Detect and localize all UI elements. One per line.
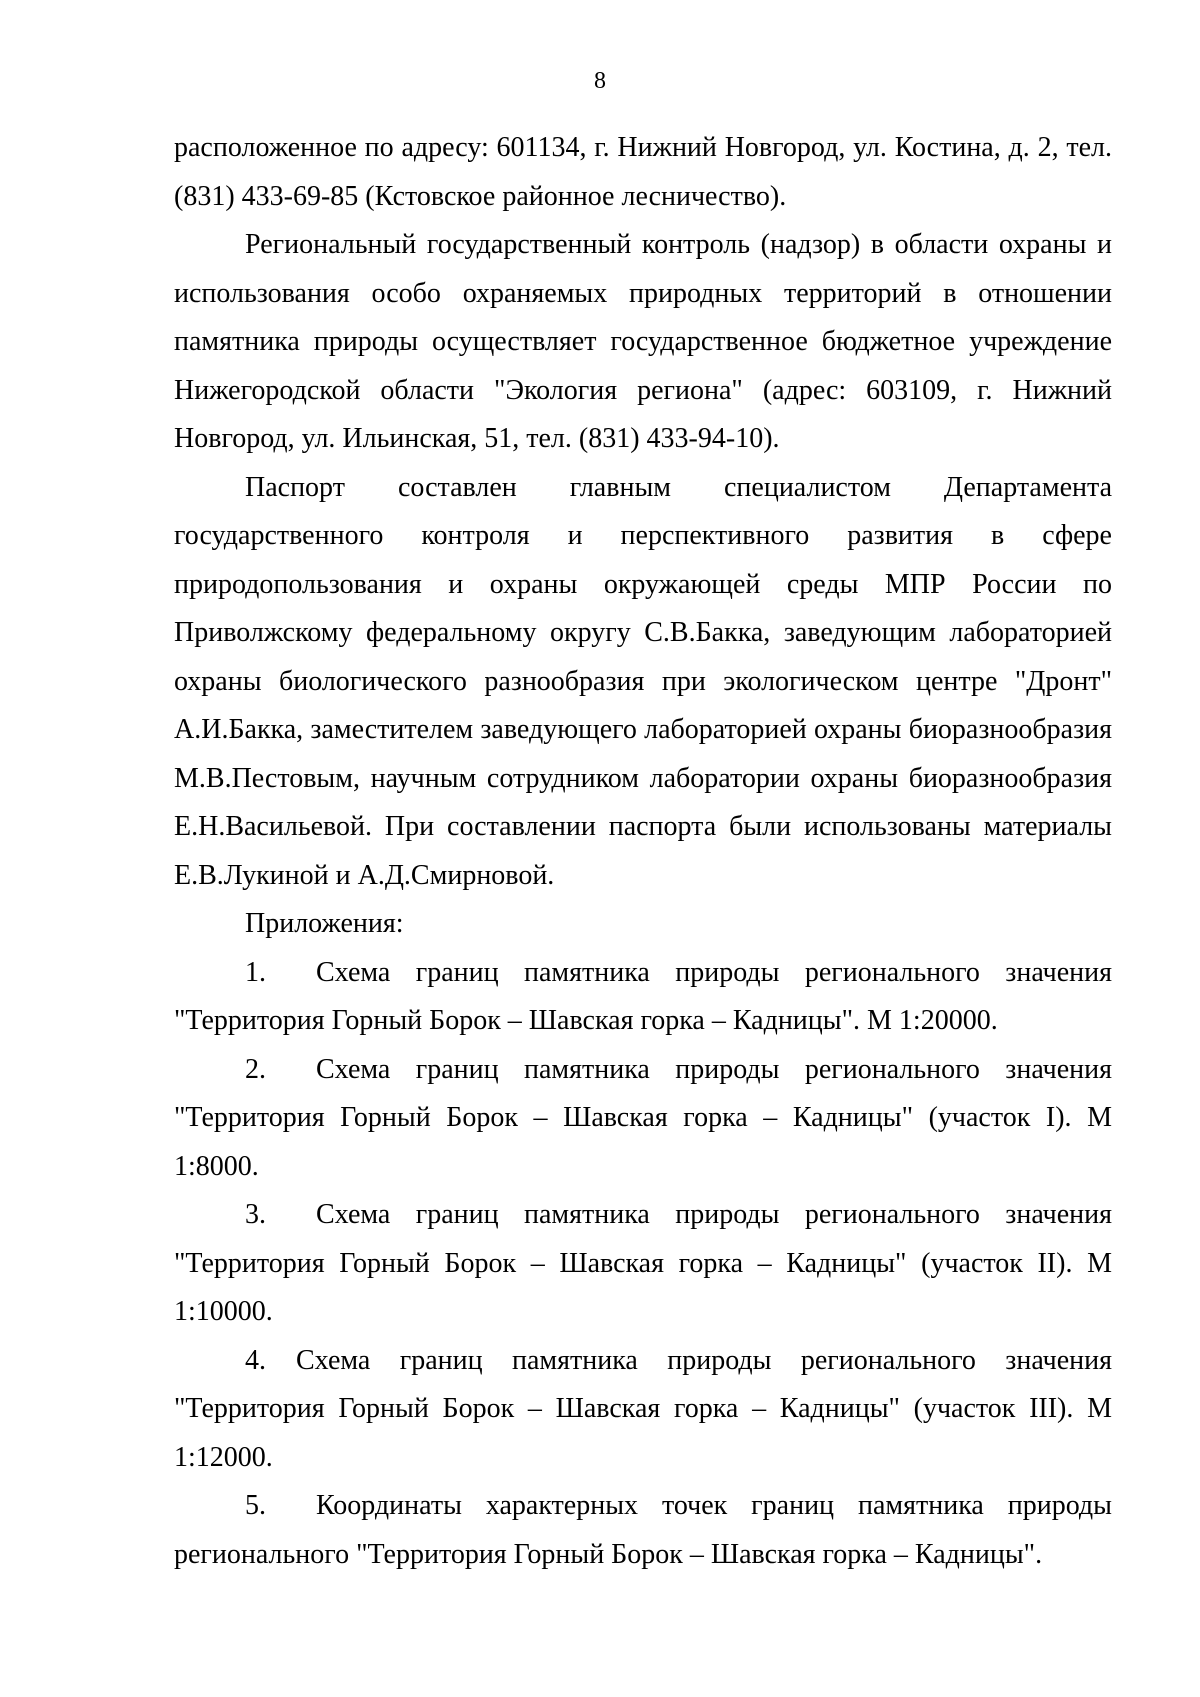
appendix-item-number: 3.: [245, 1199, 266, 1230]
appendix-item-text: Схема границ памятника природы регионального значения "Территория Горный Борок – Шавская горка – Кадницы" (участок I). М 1:8000.: [174, 1053, 1112, 1182]
appendix-item-text: Схема границ памятника природы регионального значения "Территория Горный Борок – Шавская горка – Кадницы" (участок III). М 1:12000.: [174, 1344, 1112, 1473]
document-body: [174, 124, 1112, 1579]
appendix-heading: Приложения:: [245, 908, 404, 939]
paragraph-passport-authors: Паспорт составлен главным специалистом Департамента государственного контроля и перспективного развития в сфере природопользования и охраны окружающей среды МПР России по Приволжскому федеральному округу С.В.Бакка, заведующим лабораторией охраны биологического разнообразия при экологическом центре "Дронт" А.И.Бакка, заместителем заведующего лабораторией охраны биоразнообразия М.В.Пестовым, научным сотрудником лаборатории охраны биоразнообразия Е.Н.Васильевой. При составлении паспорта были использованы материалы Е.В.Лукиной и А.Д.Смирновой.: [174, 471, 1112, 891]
appendix-item-5: [174, 1482, 1112, 1579]
appendix-item-1: [174, 949, 1112, 1046]
appendix-item-number: 4.: [245, 1344, 266, 1376]
paragraph-regional-control: Региональный государственный контроль (надзор) в области охраны и использования особо охраняемых природных территорий в отношении памятника природы осуществляет государственное бюджетное учреждение Нижегородской области "Экология региона" (адрес: 603109, г. Нижний Новгород, ул. Ильинская, 51, тел. (831) 433-94-10).: [174, 229, 1112, 454]
paragraph-address: расположенное по адресу: 601134, г. Нижний Новгород, ул. Костина, д. 2, тел. (831) 433-69-85 (Кстовское районное лесничество).: [174, 132, 1112, 212]
appendix-item-3: [174, 1191, 1112, 1337]
appendix-item-4: [174, 1337, 1112, 1483]
appendix-item-number: 5.: [245, 1490, 266, 1521]
appendix-item-2: [174, 1046, 1112, 1192]
page-number: 8: [594, 68, 606, 94]
appendix-item-number: 1.: [245, 956, 266, 988]
appendix-item-text: Схема границ памятника природы регионального значения "Территория Горный Борок – Шавская горка – Кадницы". М 1:20000.: [174, 956, 1112, 1036]
appendix-item-text: Схема границ памятника природы регионального значения "Территория Горный Борок – Шавская горка – Кадницы" (участок II). М 1:10000.: [174, 1199, 1112, 1327]
appendix-item-text: Координаты характерных точек границ памятника природы регионального "Территория Горный Борок – Шавская горка – Кадницы".: [174, 1490, 1112, 1570]
appendix-item-number: 2.: [245, 1053, 266, 1085]
